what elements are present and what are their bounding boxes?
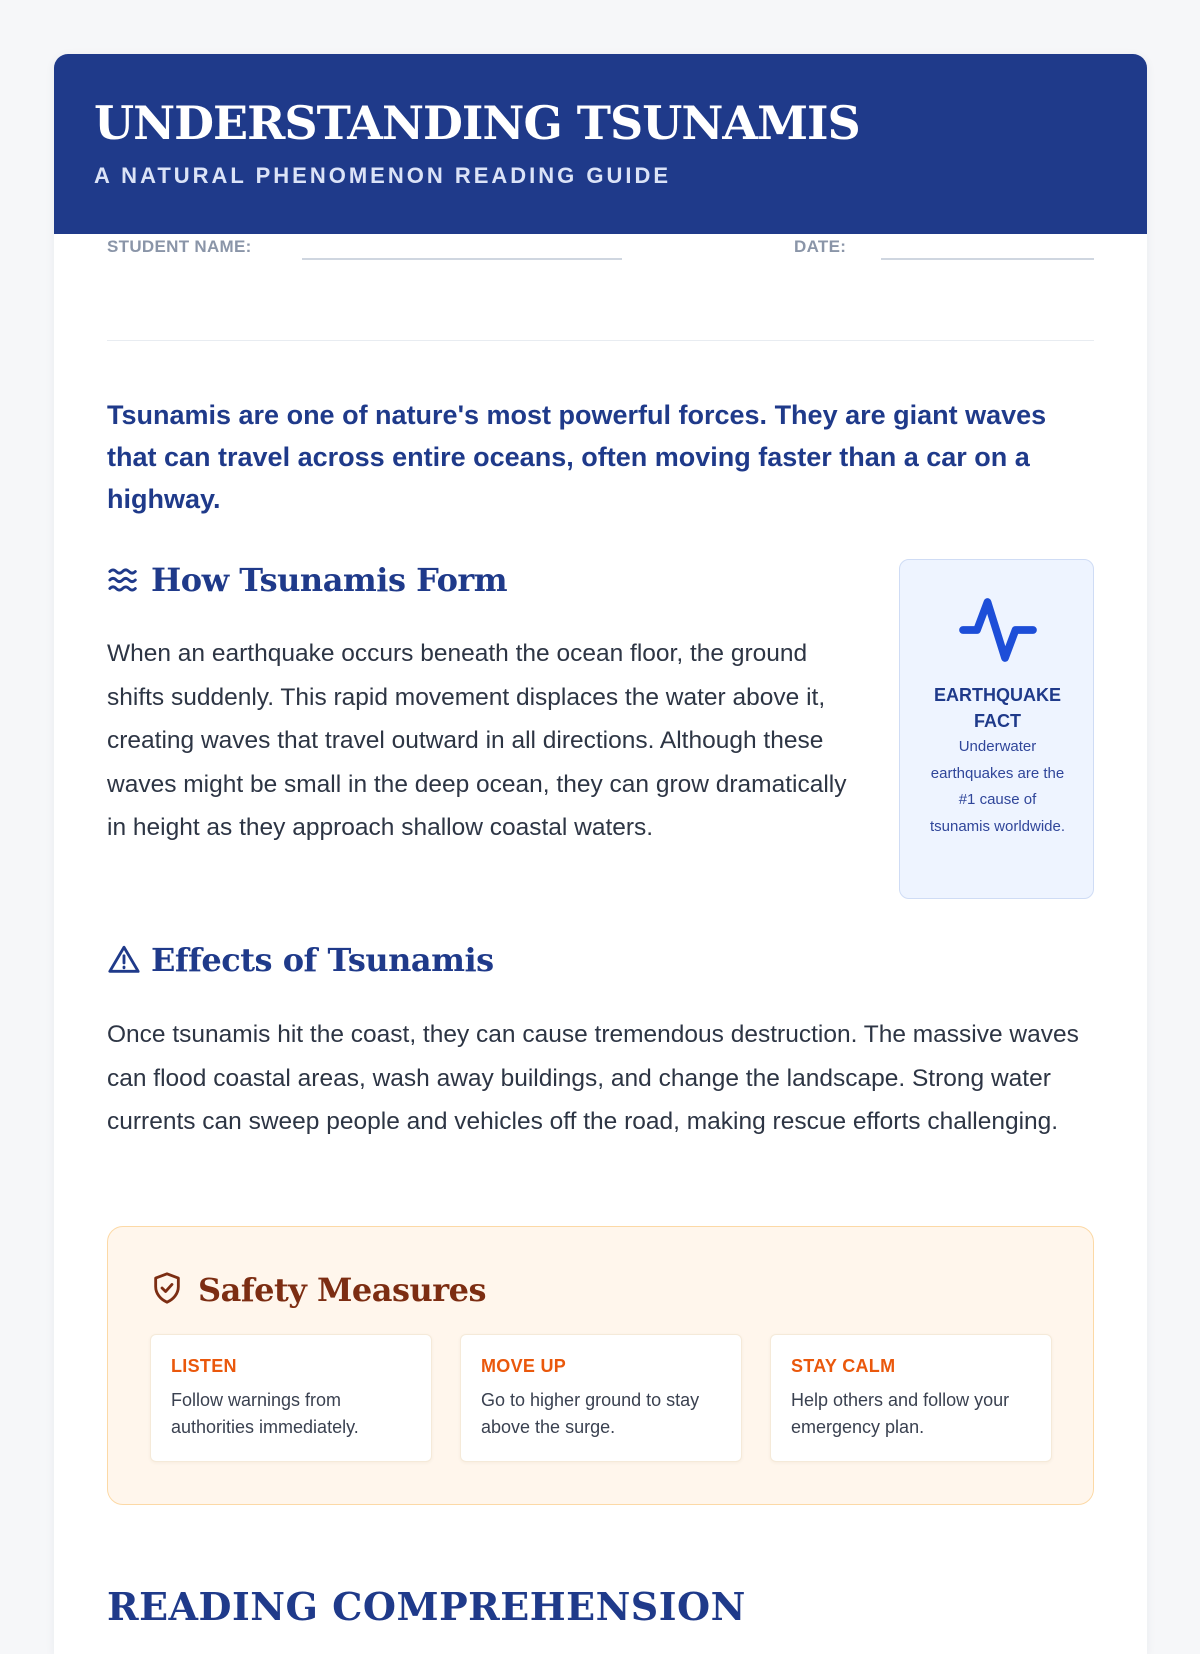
- safety-tip-label: MOVE UP: [481, 1356, 567, 1376]
- safety-tip-label: LISTEN: [171, 1356, 237, 1376]
- divider: [107, 340, 1094, 341]
- section-effects-title: Effects of Tsunamis: [151, 941, 494, 979]
- safety-title: Safety Measures: [198, 1271, 487, 1309]
- fact-card: [899, 559, 1094, 899]
- section-form-heading: [107, 561, 507, 599]
- fact-text: Underwater earthquakes are the #1 cause of tsunamis worldwide.: [929, 738, 1066, 835]
- waves-icon: [107, 563, 141, 597]
- intro-paragraph: Tsunamis are one of nature's most powerful forces. They are giant waves that can travel across entire oceans, often moving faster than a car on a highway.: [107, 400, 1047, 514]
- activity-pulse-icon: [956, 588, 1040, 676]
- student-name-field[interactable]: [302, 258, 622, 260]
- safety-tip-listen: [150, 1334, 432, 1462]
- safety-tip-stay-calm: [770, 1334, 1052, 1462]
- student-name-label: STUDENT NAME:: [107, 237, 252, 256]
- safety-tip-label: STAY CALM: [791, 1356, 896, 1376]
- safety-tip-text: Follow warnings from authorities immediately.: [171, 1390, 359, 1437]
- section-effects-heading: [107, 941, 494, 979]
- shield-check-icon: [150, 1271, 184, 1309]
- fact-title: EARTHQUAKE FACT: [933, 685, 1061, 731]
- warning-triangle-icon: [107, 943, 141, 977]
- page-subtitle: A NATURAL PHENOMENON READING GUIDE: [94, 163, 672, 188]
- date-field[interactable]: [881, 258, 1094, 260]
- page-header: [54, 54, 1147, 234]
- section-form-title: How Tsunamis Form: [151, 561, 508, 599]
- date-label: DATE:: [794, 237, 847, 256]
- safety-heading: [150, 1271, 486, 1309]
- safety-tip-text: Go to higher ground to stay above the surge.: [481, 1390, 700, 1437]
- section-form-body: When an earthquake occurs beneath the ocean floor, the ground shifts suddenly. This rapid movement displaces the water above it, creating waves that travel outward in all directions. Although these waves might be small in the deep ocean, they can grow dramatically in height as they approach shallow coastal waters.: [107, 640, 847, 841]
- next-section-title: READING COMPREHENSION: [107, 1584, 746, 1629]
- safety-measures-box: [107, 1226, 1094, 1505]
- page-title: UNDERSTANDING TSUNAMIS: [94, 96, 860, 150]
- safety-tip-text: Help others and follow your emergency plan.: [791, 1390, 1010, 1437]
- safety-tip-move-up: [460, 1334, 742, 1462]
- section-effects-body: Once tsunamis hit the coast, they can cause tremendous destruction. The massive waves can flood coastal areas, wash away buildings, and change the landscape. Strong water currents can sweep people and vehicles off the road, making rescue efforts challenging.: [107, 1021, 1079, 1135]
